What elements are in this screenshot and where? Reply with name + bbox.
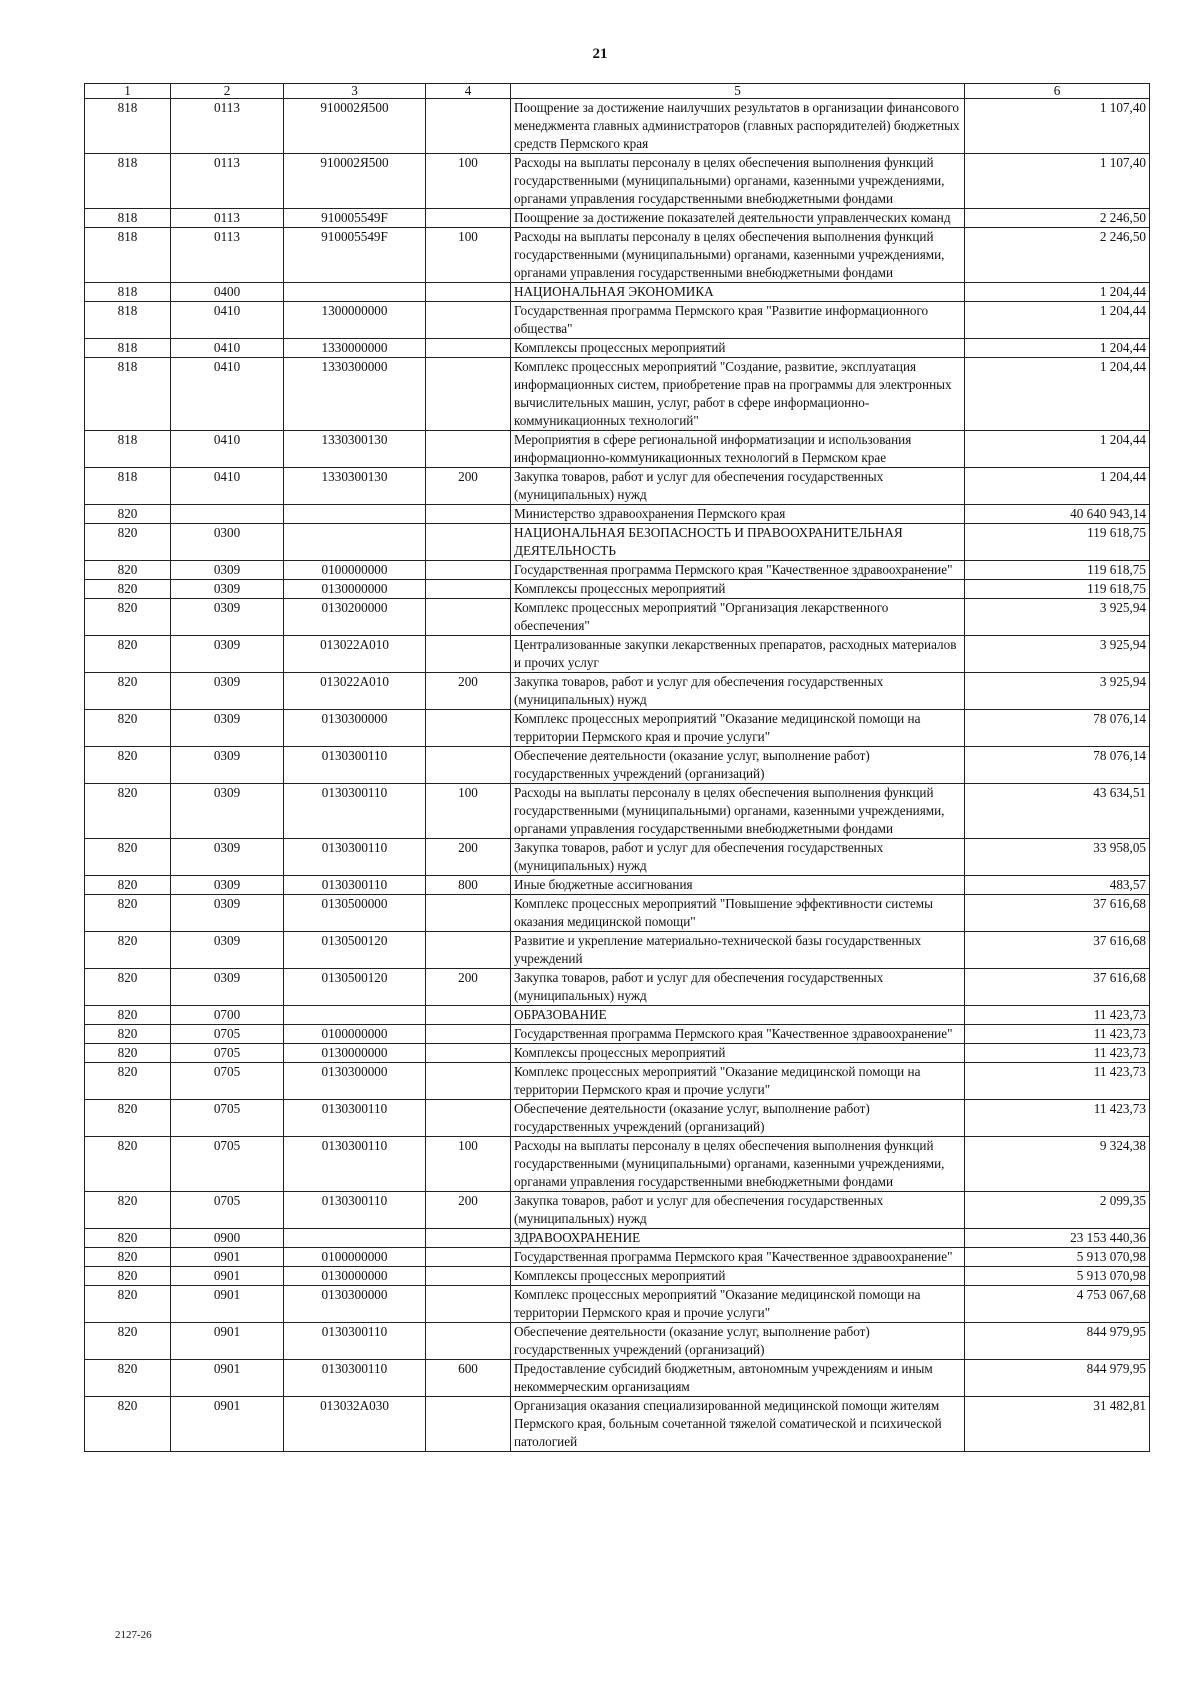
table-row: [85, 895, 1150, 932]
cell-target-article-code: 910002Я500: [284, 99, 426, 154]
cell-description: Комплекс процессных мероприятий "Создание, развитие, эксплуатация информационных систем, приобретение прав на программы для электронных вычислительных машин, услуг, работ в сфере информационно-коммуникационных технологий": [511, 358, 965, 431]
cell-expense-type-code: [426, 358, 511, 431]
cell-ministry-code: 820: [85, 673, 171, 710]
cell-expense-type-code: 100: [426, 784, 511, 839]
cell-section-code: 0901: [171, 1267, 284, 1286]
cell-ministry-code: 818: [85, 302, 171, 339]
table-row: [85, 969, 1150, 1006]
cell-ministry-code: 818: [85, 468, 171, 505]
cell-section-code: 0309: [171, 839, 284, 876]
table-row: [85, 876, 1150, 895]
cell-description: Государственная программа Пермского края "Развитие информационного общества": [511, 302, 965, 339]
cell-amount: 37 616,68: [965, 969, 1150, 1006]
document-code: 2127-26: [115, 1629, 152, 1641]
cell-section-code: 0705: [171, 1137, 284, 1192]
cell-amount: 40 640 943,14: [965, 505, 1150, 524]
table-row: [85, 1323, 1150, 1360]
cell-ministry-code: 820: [85, 1286, 171, 1323]
cell-ministry-code: 820: [85, 784, 171, 839]
cell-amount: 844 979,95: [965, 1323, 1150, 1360]
cell-amount: 11 423,73: [965, 1100, 1150, 1137]
cell-target-article-code: 0130300110: [284, 1100, 426, 1137]
cell-description: Предоставление субсидий бюджетным, автономным учреждениям и иным некоммерческим организациям: [511, 1360, 965, 1397]
cell-amount: 2 099,35: [965, 1192, 1150, 1229]
cell-amount: 3 925,94: [965, 599, 1150, 636]
cell-ministry-code: 818: [85, 209, 171, 228]
cell-description: Мероприятия в сфере региональной информатизации и использования информационно-коммуникационных технологий в Пермском крае: [511, 431, 965, 468]
header-col-2: 2: [171, 84, 284, 99]
cell-expense-type-code: [426, 1025, 511, 1044]
cell-expense-type-code: [426, 1044, 511, 1063]
cell-section-code: 0705: [171, 1063, 284, 1100]
cell-ministry-code: 820: [85, 636, 171, 673]
cell-section-code: 0700: [171, 1006, 284, 1025]
cell-section-code: 0309: [171, 784, 284, 839]
cell-description: Комплекс процессных мероприятий "Оказание медицинской помощи на территории Пермского края и прочие услуги": [511, 1063, 965, 1100]
cell-amount: 119 618,75: [965, 524, 1150, 561]
cell-ministry-code: 820: [85, 876, 171, 895]
cell-amount: 11 423,73: [965, 1044, 1150, 1063]
cell-expense-type-code: [426, 302, 511, 339]
table-row: [85, 1397, 1150, 1452]
cell-amount: 1 204,44: [965, 431, 1150, 468]
budget-table: [84, 83, 1150, 1452]
cell-section-code: 0309: [171, 969, 284, 1006]
cell-ministry-code: 820: [85, 580, 171, 599]
cell-target-article-code: 0130500120: [284, 932, 426, 969]
cell-target-article-code: [284, 505, 426, 524]
cell-description: ОБРАЗОВАНИЕ: [511, 1006, 965, 1025]
cell-description: Комплекс процессных мероприятий "Оказание медицинской помощи на территории Пермского края и прочие услуги": [511, 1286, 965, 1323]
table-row: [85, 1192, 1150, 1229]
cell-amount: 1 204,44: [965, 468, 1150, 505]
table-row: [85, 1229, 1150, 1248]
cell-target-article-code: [284, 1006, 426, 1025]
cell-ministry-code: 818: [85, 228, 171, 283]
cell-description: Обеспечение деятельности (оказание услуг, выполнение работ) государственных учреждений (организаций): [511, 1323, 965, 1360]
cell-amount: 5 913 070,98: [965, 1267, 1150, 1286]
cell-description: Комплексы процессных мероприятий: [511, 580, 965, 599]
cell-expense-type-code: [426, 561, 511, 580]
cell-expense-type-code: [426, 932, 511, 969]
cell-section-code: 0901: [171, 1248, 284, 1267]
cell-target-article-code: 910005549F: [284, 228, 426, 283]
table-row: [85, 1267, 1150, 1286]
cell-target-article-code: 0130300110: [284, 784, 426, 839]
cell-description: ЗДРАВООХРАНЕНИЕ: [511, 1229, 965, 1248]
cell-target-article-code: 0100000000: [284, 1248, 426, 1267]
cell-description: Поощрение за достижение показателей деятельности управленческих команд: [511, 209, 965, 228]
cell-target-article-code: 1330000000: [284, 339, 426, 358]
cell-expense-type-code: [426, 710, 511, 747]
cell-amount: 1 204,44: [965, 302, 1150, 339]
table-row: [85, 673, 1150, 710]
cell-expense-type-code: 200: [426, 468, 511, 505]
cell-section-code: 0309: [171, 710, 284, 747]
table-row: [85, 1137, 1150, 1192]
cell-ministry-code: 820: [85, 1229, 171, 1248]
table-row: [85, 932, 1150, 969]
cell-description: Обеспечение деятельности (оказание услуг, выполнение работ) государственных учреждений (организаций): [511, 747, 965, 784]
cell-section-code: 0705: [171, 1025, 284, 1044]
table-body: [85, 99, 1150, 1452]
table-row: [85, 524, 1150, 561]
table-row: [85, 339, 1150, 358]
cell-target-article-code: 910005549F: [284, 209, 426, 228]
table-row: [85, 710, 1150, 747]
cell-ministry-code: 820: [85, 505, 171, 524]
cell-expense-type-code: [426, 1100, 511, 1137]
cell-description: Расходы на выплаты персоналу в целях обеспечения выполнения функций государственными (муниципальными) органами, казенными учреждениями, органами управления государственными внебюджетными фондами: [511, 784, 965, 839]
cell-expense-type-code: [426, 505, 511, 524]
cell-description: Комплексы процессных мероприятий: [511, 1267, 965, 1286]
cell-ministry-code: 820: [85, 747, 171, 784]
table-row: [85, 784, 1150, 839]
cell-description: Комплексы процессных мероприятий: [511, 1044, 965, 1063]
cell-ministry-code: 818: [85, 431, 171, 468]
cell-amount: 2 246,50: [965, 228, 1150, 283]
table-row: [85, 1063, 1150, 1100]
cell-amount: 31 482,81: [965, 1397, 1150, 1452]
cell-amount: 11 423,73: [965, 1006, 1150, 1025]
cell-description: Комплекс процессных мероприятий "Организация лекарственного обеспечения": [511, 599, 965, 636]
table-row: [85, 1006, 1150, 1025]
cell-amount: 3 925,94: [965, 673, 1150, 710]
cell-expense-type-code: [426, 1248, 511, 1267]
cell-description: Обеспечение деятельности (оказание услуг, выполнение работ) государственных учреждений (организаций): [511, 1100, 965, 1137]
cell-expense-type-code: [426, 209, 511, 228]
cell-expense-type-code: [426, 524, 511, 561]
cell-ministry-code: 818: [85, 283, 171, 302]
cell-description: Государственная программа Пермского края "Качественное здравоохранение": [511, 561, 965, 580]
cell-target-article-code: 1330300000: [284, 358, 426, 431]
cell-amount: 1 107,40: [965, 99, 1150, 154]
cell-amount: 23 153 440,36: [965, 1229, 1150, 1248]
cell-target-article-code: 1330300130: [284, 431, 426, 468]
cell-section-code: 0309: [171, 580, 284, 599]
cell-description: Закупка товаров, работ и услуг для обеспечения государственных (муниципальных) нужд: [511, 1192, 965, 1229]
cell-ministry-code: 818: [85, 358, 171, 431]
cell-expense-type-code: 200: [426, 969, 511, 1006]
cell-ministry-code: 820: [85, 1044, 171, 1063]
cell-target-article-code: 0130300110: [284, 839, 426, 876]
table-row: [85, 431, 1150, 468]
header-col-3: 3: [284, 84, 426, 99]
table-row: [85, 1286, 1150, 1323]
cell-section-code: 0400: [171, 283, 284, 302]
cell-amount: 1 204,44: [965, 283, 1150, 302]
cell-amount: 37 616,68: [965, 895, 1150, 932]
cell-target-article-code: 0130000000: [284, 580, 426, 599]
cell-description: Государственная программа Пермского края "Качественное здравоохранение": [511, 1025, 965, 1044]
cell-expense-type-code: 600: [426, 1360, 511, 1397]
cell-description: Организация оказания специализированной медицинской помощи жителям Пермского края, больным сочетанной тяжелой соматической и психической патологией: [511, 1397, 965, 1452]
cell-description: Закупка товаров, работ и услуг для обеспечения государственных (муниципальных) нужд: [511, 673, 965, 710]
table-row: [85, 1360, 1150, 1397]
cell-ministry-code: 820: [85, 1248, 171, 1267]
cell-amount: 3 925,94: [965, 636, 1150, 673]
budget-table-container: [84, 83, 1149, 1452]
table-row: [85, 839, 1150, 876]
table-header: [85, 84, 1150, 99]
cell-section-code: 0300: [171, 524, 284, 561]
cell-expense-type-code: [426, 895, 511, 932]
table-row: [85, 1044, 1150, 1063]
cell-description: Централизованные закупки лекарственных препаратов, расходных материалов и прочих услуг: [511, 636, 965, 673]
cell-target-article-code: 0130300110: [284, 1323, 426, 1360]
table-row: [85, 209, 1150, 228]
cell-amount: 37 616,68: [965, 932, 1150, 969]
cell-amount: 78 076,14: [965, 747, 1150, 784]
cell-target-article-code: 0130500000: [284, 895, 426, 932]
table-row: [85, 468, 1150, 505]
cell-section-code: 0309: [171, 561, 284, 580]
cell-expense-type-code: [426, 99, 511, 154]
cell-section-code: 0900: [171, 1229, 284, 1248]
header-row: [85, 84, 1150, 99]
table-row: [85, 283, 1150, 302]
cell-ministry-code: 820: [85, 1137, 171, 1192]
cell-ministry-code: 820: [85, 895, 171, 932]
cell-amount: 844 979,95: [965, 1360, 1150, 1397]
cell-amount: 9 324,38: [965, 1137, 1150, 1192]
cell-description: Закупка товаров, работ и услуг для обеспечения государственных (муниципальных) нужд: [511, 969, 965, 1006]
cell-description: НАЦИОНАЛЬНАЯ БЕЗОПАСНОСТЬ И ПРАВООХРАНИТЕЛЬНАЯ ДЕЯТЕЛЬНОСТЬ: [511, 524, 965, 561]
cell-section-code: 0705: [171, 1044, 284, 1063]
cell-section-code: 0113: [171, 228, 284, 283]
cell-target-article-code: 0130500120: [284, 969, 426, 1006]
cell-section-code: [171, 505, 284, 524]
cell-section-code: 0309: [171, 636, 284, 673]
cell-description: Министерство здравоохранения Пермского края: [511, 505, 965, 524]
cell-expense-type-code: 200: [426, 839, 511, 876]
cell-target-article-code: 0130300110: [284, 1360, 426, 1397]
cell-expense-type-code: [426, 599, 511, 636]
cell-section-code: 0309: [171, 876, 284, 895]
cell-description: Развитие и укрепление материально-технической базы государственных учреждений: [511, 932, 965, 969]
cell-expense-type-code: [426, 1397, 511, 1452]
table-row: [85, 580, 1150, 599]
table-row: [85, 747, 1150, 784]
cell-section-code: 0309: [171, 932, 284, 969]
cell-ministry-code: 820: [85, 710, 171, 747]
table-row: [85, 1100, 1150, 1137]
cell-expense-type-code: [426, 339, 511, 358]
cell-target-article-code: 0100000000: [284, 561, 426, 580]
cell-target-article-code: 0130300110: [284, 747, 426, 784]
table-row: [85, 358, 1150, 431]
table-row: [85, 99, 1150, 154]
cell-section-code: 0113: [171, 154, 284, 209]
cell-ministry-code: 820: [85, 969, 171, 1006]
header-col-5: 5: [511, 84, 965, 99]
cell-expense-type-code: [426, 1006, 511, 1025]
cell-section-code: 0309: [171, 673, 284, 710]
cell-ministry-code: 820: [85, 1192, 171, 1229]
cell-ministry-code: 818: [85, 339, 171, 358]
table-row: [85, 228, 1150, 283]
cell-description: Комплекс процессных мероприятий "Повышение эффективности системы оказания медицинской помощи": [511, 895, 965, 932]
cell-expense-type-code: [426, 580, 511, 599]
table-row: [85, 1248, 1150, 1267]
cell-expense-type-code: [426, 636, 511, 673]
cell-description: НАЦИОНАЛЬНАЯ ЭКОНОМИКА: [511, 283, 965, 302]
cell-amount: 4 753 067,68: [965, 1286, 1150, 1323]
cell-section-code: 0410: [171, 339, 284, 358]
cell-amount: 1 204,44: [965, 358, 1150, 431]
cell-target-article-code: 0130300110: [284, 1192, 426, 1229]
cell-ministry-code: 820: [85, 524, 171, 561]
header-col-6: 6: [965, 84, 1150, 99]
cell-amount: 11 423,73: [965, 1025, 1150, 1044]
cell-section-code: 0309: [171, 599, 284, 636]
cell-amount: 78 076,14: [965, 710, 1150, 747]
cell-target-article-code: 013022А010: [284, 673, 426, 710]
cell-ministry-code: 820: [85, 1006, 171, 1025]
table-row: [85, 302, 1150, 339]
cell-amount: 5 913 070,98: [965, 1248, 1150, 1267]
cell-ministry-code: 820: [85, 599, 171, 636]
cell-expense-type-code: [426, 747, 511, 784]
cell-target-article-code: [284, 283, 426, 302]
page-number: 21: [592, 46, 608, 62]
cell-description: Расходы на выплаты персоналу в целях обеспечения выполнения функций государственными (муниципальными) органами, казенными учреждениями, органами управления государственными внебюджетными фондами: [511, 154, 965, 209]
cell-amount: 2 246,50: [965, 209, 1150, 228]
cell-target-article-code: 0100000000: [284, 1025, 426, 1044]
header-col-1: 1: [85, 84, 171, 99]
cell-expense-type-code: [426, 1229, 511, 1248]
cell-section-code: 0309: [171, 895, 284, 932]
cell-target-article-code: 0130300000: [284, 710, 426, 747]
cell-expense-type-code: 800: [426, 876, 511, 895]
cell-ministry-code: 820: [85, 1025, 171, 1044]
cell-description: Закупка товаров, работ и услуг для обеспечения государственных (муниципальных) нужд: [511, 839, 965, 876]
table-row: [85, 1025, 1150, 1044]
cell-expense-type-code: [426, 1267, 511, 1286]
cell-expense-type-code: 200: [426, 673, 511, 710]
cell-expense-type-code: 100: [426, 154, 511, 209]
cell-target-article-code: 1300000000: [284, 302, 426, 339]
cell-ministry-code: 820: [85, 1100, 171, 1137]
cell-ministry-code: 820: [85, 839, 171, 876]
cell-target-article-code: 0130300000: [284, 1063, 426, 1100]
cell-expense-type-code: [426, 283, 511, 302]
cell-ministry-code: 818: [85, 154, 171, 209]
cell-section-code: 0901: [171, 1397, 284, 1452]
cell-section-code: 0901: [171, 1360, 284, 1397]
cell-section-code: 0705: [171, 1100, 284, 1137]
cell-ministry-code: 820: [85, 1360, 171, 1397]
cell-target-article-code: 0130200000: [284, 599, 426, 636]
cell-section-code: 0410: [171, 302, 284, 339]
cell-section-code: 0901: [171, 1323, 284, 1360]
header-col-4: 4: [426, 84, 511, 99]
table-row: [85, 599, 1150, 636]
cell-description: Расходы на выплаты персоналу в целях обеспечения выполнения функций государственными (муниципальными) органами, казенными учреждениями, органами управления государственными внебюджетными фондами: [511, 228, 965, 283]
cell-amount: 483,57: [965, 876, 1150, 895]
cell-ministry-code: 820: [85, 561, 171, 580]
table-row: [85, 505, 1150, 524]
cell-expense-type-code: [426, 1063, 511, 1100]
cell-target-article-code: 0130300110: [284, 1137, 426, 1192]
cell-target-article-code: [284, 1229, 426, 1248]
cell-target-article-code: 0130300110: [284, 876, 426, 895]
cell-target-article-code: [284, 524, 426, 561]
cell-ministry-code: 818: [85, 99, 171, 154]
cell-amount: 33 958,05: [965, 839, 1150, 876]
cell-target-article-code: 013032А030: [284, 1397, 426, 1452]
cell-ministry-code: 820: [85, 1267, 171, 1286]
cell-ministry-code: 820: [85, 1323, 171, 1360]
cell-target-article-code: 0130000000: [284, 1044, 426, 1063]
cell-description: Иные бюджетные ассигнования: [511, 876, 965, 895]
cell-section-code: 0309: [171, 747, 284, 784]
cell-expense-type-code: 100: [426, 1137, 511, 1192]
cell-description: Закупка товаров, работ и услуг для обеспечения государственных (муниципальных) нужд: [511, 468, 965, 505]
cell-amount: 1 107,40: [965, 154, 1150, 209]
cell-section-code: 0901: [171, 1286, 284, 1323]
cell-section-code: 0410: [171, 468, 284, 505]
cell-expense-type-code: [426, 431, 511, 468]
cell-amount: 11 423,73: [965, 1063, 1150, 1100]
cell-ministry-code: 820: [85, 932, 171, 969]
cell-amount: 43 634,51: [965, 784, 1150, 839]
cell-section-code: 0113: [171, 209, 284, 228]
table-row: [85, 636, 1150, 673]
cell-expense-type-code: 100: [426, 228, 511, 283]
cell-section-code: 0410: [171, 431, 284, 468]
cell-description: Государственная программа Пермского края "Качественное здравоохранение": [511, 1248, 965, 1267]
cell-target-article-code: 1330300130: [284, 468, 426, 505]
cell-target-article-code: 0130300000: [284, 1286, 426, 1323]
cell-expense-type-code: [426, 1286, 511, 1323]
cell-description: Расходы на выплаты персоналу в целях обеспечения выполнения функций государственными (муниципальными) органами, казенными учреждениями, органами управления государственными внебюджетными фондами: [511, 1137, 965, 1192]
table-row: [85, 561, 1150, 580]
cell-section-code: 0705: [171, 1192, 284, 1229]
cell-target-article-code: 013022А010: [284, 636, 426, 673]
cell-expense-type-code: 200: [426, 1192, 511, 1229]
cell-section-code: 0410: [171, 358, 284, 431]
cell-target-article-code: 910002Я500: [284, 154, 426, 209]
cell-description: Комплекс процессных мероприятий "Оказание медицинской помощи на территории Пермского края и прочие услуги": [511, 710, 965, 747]
cell-expense-type-code: [426, 1323, 511, 1360]
cell-amount: 1 204,44: [965, 339, 1150, 358]
cell-ministry-code: 820: [85, 1397, 171, 1452]
cell-description: Поощрение за достижение наилучших результатов в организации финансового менеджмента главных администраторов (главных распорядителей) бюджетных средств Пермского края: [511, 99, 965, 154]
cell-amount: 119 618,75: [965, 580, 1150, 599]
cell-amount: 119 618,75: [965, 561, 1150, 580]
cell-description: Комплексы процессных мероприятий: [511, 339, 965, 358]
cell-section-code: 0113: [171, 99, 284, 154]
cell-target-article-code: 0130000000: [284, 1267, 426, 1286]
cell-ministry-code: 820: [85, 1063, 171, 1100]
table-row: [85, 154, 1150, 209]
